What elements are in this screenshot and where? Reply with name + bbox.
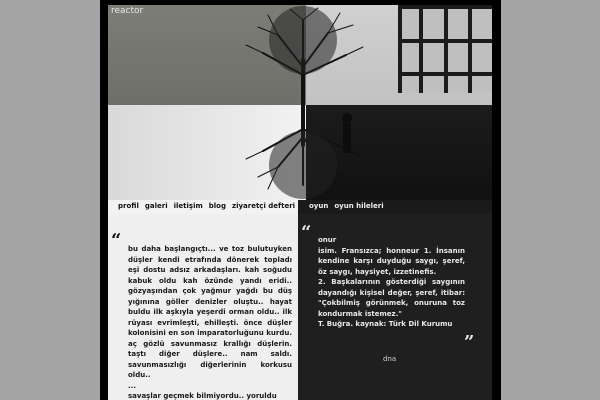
page-frame (100, 0, 501, 400)
nav-link-profil[interactable]: profil (118, 202, 139, 210)
nav-link-ziyaretci-defteri[interactable]: ziyaretçi defteri (232, 202, 296, 210)
nav-link-oyun-hileleri[interactable]: oyun hileleri (334, 202, 384, 210)
header-banner (108, 5, 492, 200)
nav-link-blog[interactable]: blog (208, 202, 226, 210)
window-grid-image (398, 5, 492, 93)
right-content-column (298, 214, 492, 400)
game-nav (309, 202, 384, 210)
tree-silhouette-image (228, 5, 378, 200)
left-content-column (108, 214, 298, 400)
nav-link-iletisim[interactable]: iletişim (173, 202, 203, 210)
nav-link-oyun[interactable]: oyun (309, 202, 329, 210)
close-quote-icon: ” (464, 332, 475, 353)
open-quote-icon: “ (301, 222, 312, 243)
definition-text: onur isim. Fransızca; honneur 1. İnsanın kendine karşı duyduğu saygı, şeref, öz saygı, haysiyet, izzetinefis. 2. Başkalarının gösterdiği saygının dayandığı kişisel değer, şeref, itibar: "Çokbilmiş görünmek, onuruna toz kondurmak istemez." T. Buğra. kaynak: Türk Dil Kurumu (318, 236, 465, 328)
story-text: bu daha başlangıçtı... ve toz bulutuyken düşler kendi etrafında dönerek topladı eşi dostu adsız arkadaşları. kah soğudu kabuk oldu kah özünde yandı eridi.. gözyaşından çok yağmur yağdı bu düş yığınına göller denizler oluştu.. hayat buldu ilk aşkıyla yeşerdi orman oldu.. ilk rüyası evrimleşti, ehilleşti. önce düşler kolonisini en son imparatorluğunu kurdu. aç gözlü savunmasız krallığı düşlerin. taştı diğer düşlere.. nam saldı. savunmasızlığı diğerlerinin korkusu oldu.. ... savaşlar geçmek bilmiyordu.. yoruldu (128, 245, 292, 400)
footer-dna-label: dna (383, 355, 397, 363)
site-brand[interactable]: reactor (111, 6, 144, 16)
open-quote-icon: “ (111, 230, 122, 251)
main-nav (118, 202, 295, 210)
nav-link-galeri[interactable]: galeri (144, 202, 168, 210)
